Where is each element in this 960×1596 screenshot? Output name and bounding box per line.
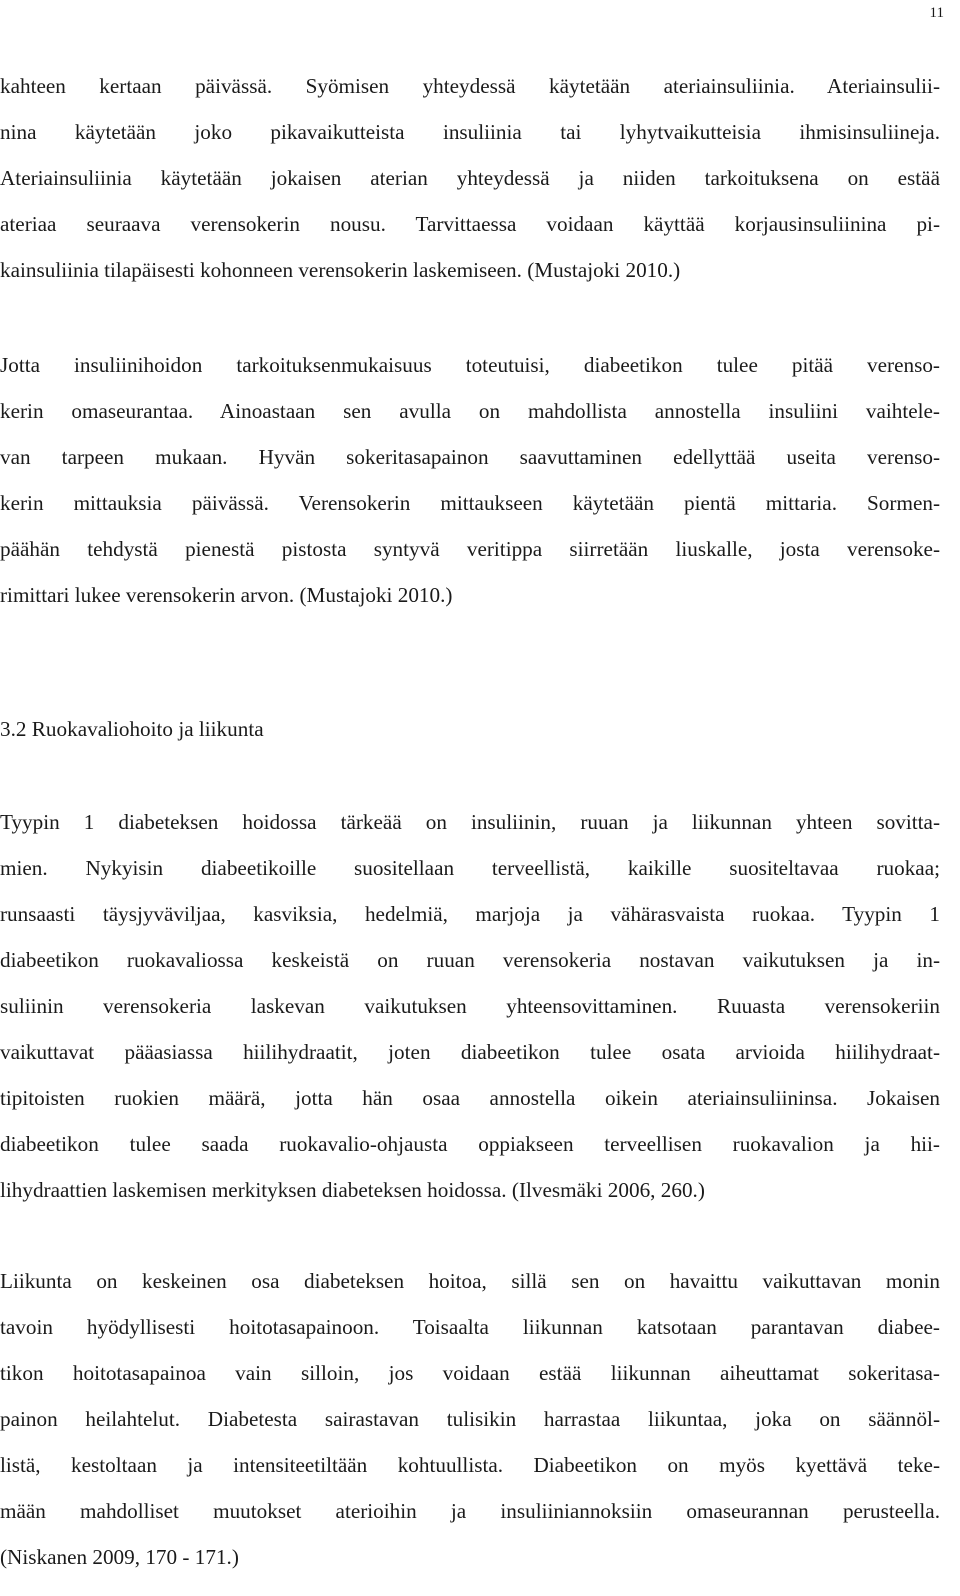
text-line: ateriaa seuraava verensokerin nousu. Tarvittaessa voidaan käyttää korjausinsuliinina pi-	[0, 212, 940, 236]
text-line: kerin mittauksia päivässä. Verensokerin mittaukseen käytetään pientä mittaria. Sormen-	[0, 491, 940, 515]
page-number: 11	[929, 5, 944, 21]
text-line: vaikuttavat pääasiassa hiilihydraatit, joten diabeetikon tulee osata arvioida hiilihydraat-	[0, 1040, 940, 1064]
text-line: kerin omaseurantaa. Ainoastaan sen avulla on mahdollista annostella insuliini vaihtele-	[0, 399, 940, 423]
section-heading: 3.2 Ruokavaliohoito ja liikunta	[0, 717, 264, 741]
text-line: tikon hoitotasapainoa vain silloin, jos voidaan estää liikunnan aiheuttamat sokeritasa-	[0, 1361, 940, 1385]
text-line: nina käytetään joko pikavaikutteista insuliinia tai lyhytvaikutteisia ihmisinsuliineja.	[0, 120, 940, 144]
text-line: Tyypin 1 diabeteksen hoidossa tärkeää on insuliinin, ruuan ja liikunnan yhteen sovitta-	[0, 810, 940, 834]
text-line: van tarpeen mukaan. Hyvän sokeritasapainon saavuttaminen edellyttää useita verenso-	[0, 445, 940, 469]
text-line: mään mahdolliset muutokset aterioihin ja insuliiniannoksiin omaseurannan perusteella.	[0, 1499, 940, 1523]
text-line: suliinin verensokeria laskevan vaikutuksen yhteensovittaminen. Ruuasta verensokeriin	[0, 994, 940, 1018]
text-line: Ateriainsuliinia käytetään jokaisen aterian yhteydessä ja niiden tarkoituksena on estää	[0, 166, 940, 190]
text-line: runsaasti täysjyväviljaa, kasviksia, hedelmiä, marjoja ja vähärasvaista ruokaa. Tyypin 1	[0, 902, 940, 926]
text-line: päähän tehdystä pienestä pistosta syntyvä veritippa siirretään liuskalle, josta verensoke-	[0, 537, 940, 561]
text-line: Jotta insuliinihoidon tarkoituksenmukaisuus toteutuisi, diabeetikon tulee pitää verenso-	[0, 353, 940, 377]
text-line: diabeetikon ruokavaliossa keskeistä on ruuan verensokeria nostavan vaikutuksen ja in-	[0, 948, 940, 972]
text-line: kainsuliinia tilapäisesti kohonneen verensokerin laskemiseen. (Mustajoki 2010.)	[0, 258, 681, 282]
text-line: tipitoisten ruokien määrä, jotta hän osaa annostella oikein ateriainsuliininsa. Jokaisen	[0, 1086, 940, 1110]
text-line: (Niskanen 2009, 170 - 171.)	[0, 1545, 239, 1569]
text-line: listä, kestoltaan ja intensiteetiltään kohtuullista. Diabeetikon on myös kyettävä teke-	[0, 1453, 940, 1477]
text-line: diabeetikon tulee saada ruokavalio-ohjausta oppiakseen terveellisen ruokavalion ja hii-	[0, 1132, 940, 1156]
text-line: painon heilahtelut. Diabetesta sairastavan tulisikin harrastaa liikuntaa, joka on säännöl-	[0, 1407, 940, 1431]
text-line: mien. Nykyisin diabeetikoille suositellaan terveellistä, kaikille suositeltavaa ruokaa;	[0, 856, 940, 880]
text-line: tavoin hyödyllisesti hoitotasapainoon. Toisaalta liikunnan katsotaan parantavan diabee-	[0, 1315, 940, 1339]
text-line: lihydraattien laskemisen merkityksen diabeteksen hoidossa. (Ilvesmäki 2006, 260.)	[0, 1178, 705, 1202]
text-line: kahteen kertaan päivässä. Syömisen yhteydessä käytetään ateriainsuliinia. Ateriainsulii-	[0, 74, 940, 98]
text-line: rimittari lukee verensokerin arvon. (Mustajoki 2010.)	[0, 583, 453, 607]
text-line: Liikunta on keskeinen osa diabeteksen hoitoa, sillä sen on havaittu vaikuttavan monin	[0, 1269, 940, 1293]
